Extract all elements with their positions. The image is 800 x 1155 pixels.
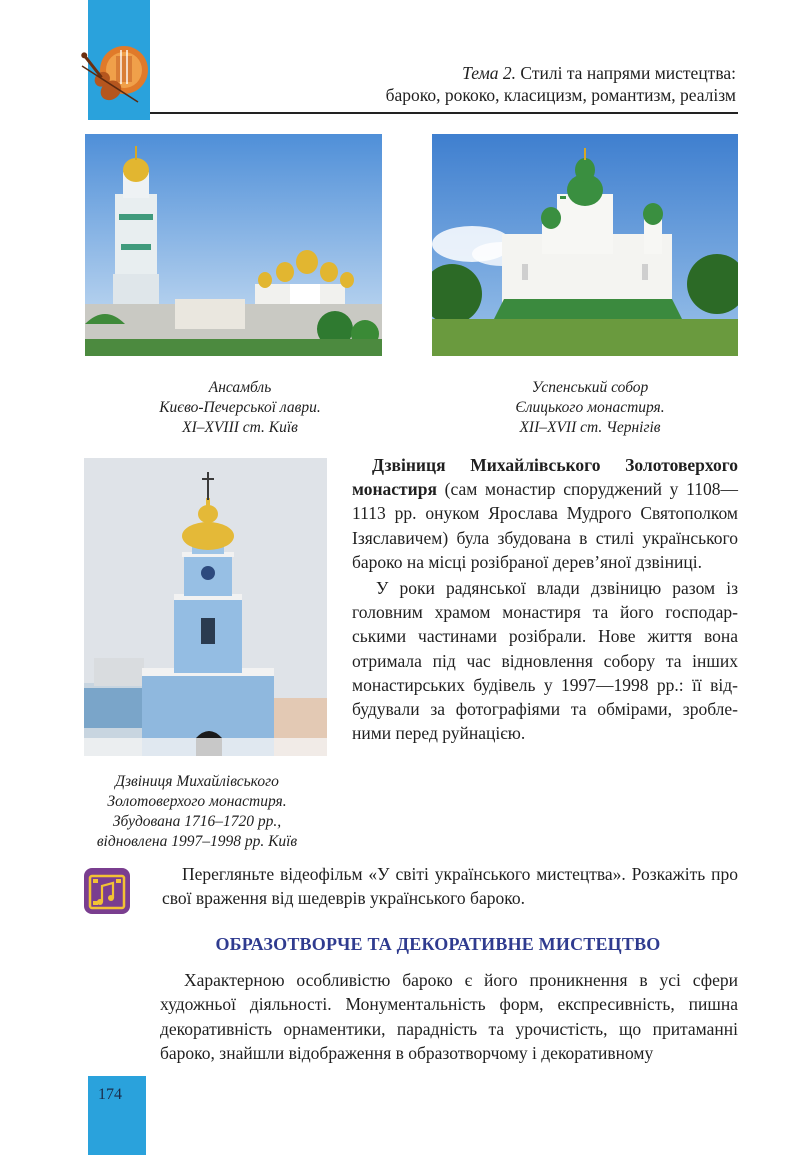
- caption-line: Ансамбль: [208, 379, 272, 396]
- yelets-monastery-cathedral-photo: [432, 134, 738, 356]
- chapter-header: [176, 62, 736, 106]
- task-paragraph: Перегляньте відеофільм «У світі українського мистецтва». Розкажіть про свої враження від шедеврів українського бароко.: [162, 864, 738, 909]
- task-text: [162, 862, 738, 910]
- section-text: [160, 968, 738, 1066]
- caption-line: Збудована 1716–1720 рр.,: [112, 813, 282, 830]
- video-film-icon: [84, 868, 130, 914]
- caption-lavra: [140, 378, 340, 438]
- caption-line: XI–XVIII ст. Київ: [182, 419, 298, 436]
- st-michaels-bell-tower-photo: [84, 458, 327, 756]
- article-paragraph-rest: (сам монастир споруджений у 1108—1113 рр. онуком Ярослава Мудрого Святополком Ізяславичем) була збудована в стилі українського бароко на місці розібраної дерев’яної дзвіниці.: [352, 479, 738, 572]
- article-text: [352, 453, 738, 745]
- caption-line: відновлена 1997–1998 рр. Київ: [96, 833, 298, 850]
- caption-line: Золотоверхого монастиря.: [107, 793, 287, 810]
- topic-label: Тема 2.: [462, 63, 517, 83]
- caption-line: Києво-Печерської лаври.: [159, 399, 321, 416]
- caption-yelets: [485, 378, 695, 438]
- caption-line: Дзвіниця Михайлівського: [115, 773, 279, 790]
- header-divider: [150, 112, 738, 114]
- section-paragraph: Характерною особливістю бароко є його проникнення в усі сфери художньої діяльності. Монументальність форм, експресивність, пишна декоративність орнаментики, парадність та урочистість, що притаманні бароко, знайшли відображення в образотворчому і декоративному: [160, 970, 738, 1064]
- article-paragraph: У роки радянської влади дзвіницю разом із головним храмом монастиря та його господарськими частинами розібрали. Нове життя вона отримала під час відновлення собору та інших монастирських будівель у 1997—1998 рр.: її відбудували за фотографіями та обмірами, зробленими перед руйнацією.: [352, 578, 738, 744]
- bell-tower-title: Дзвіниця Михайлівського Золотоверхого монастиря: [352, 455, 738, 500]
- page-number: 174: [98, 1086, 122, 1103]
- caption-line: XII–XVII ст. Чернігів: [519, 419, 661, 436]
- caption-line: Єлицького монастиря.: [515, 399, 665, 416]
- caption-line: Успенський собор: [531, 379, 649, 396]
- kyiv-pechersk-lavra-photo: [85, 134, 382, 356]
- section-heading: ОБРАЗОТВОРЧЕ ТА ДЕКОРАТИВНЕ МИСТЕЦТВО: [215, 934, 661, 954]
- topic-title-line2: бароко, рококо, класицизм, романтизм, реалізм: [385, 85, 736, 105]
- topic-title-line1: Стилі та напрями мистецтва:: [520, 63, 736, 83]
- article-paragraph: [352, 453, 738, 574]
- caption-bell-tower: [72, 772, 322, 852]
- violin-logo-icon: [76, 36, 156, 112]
